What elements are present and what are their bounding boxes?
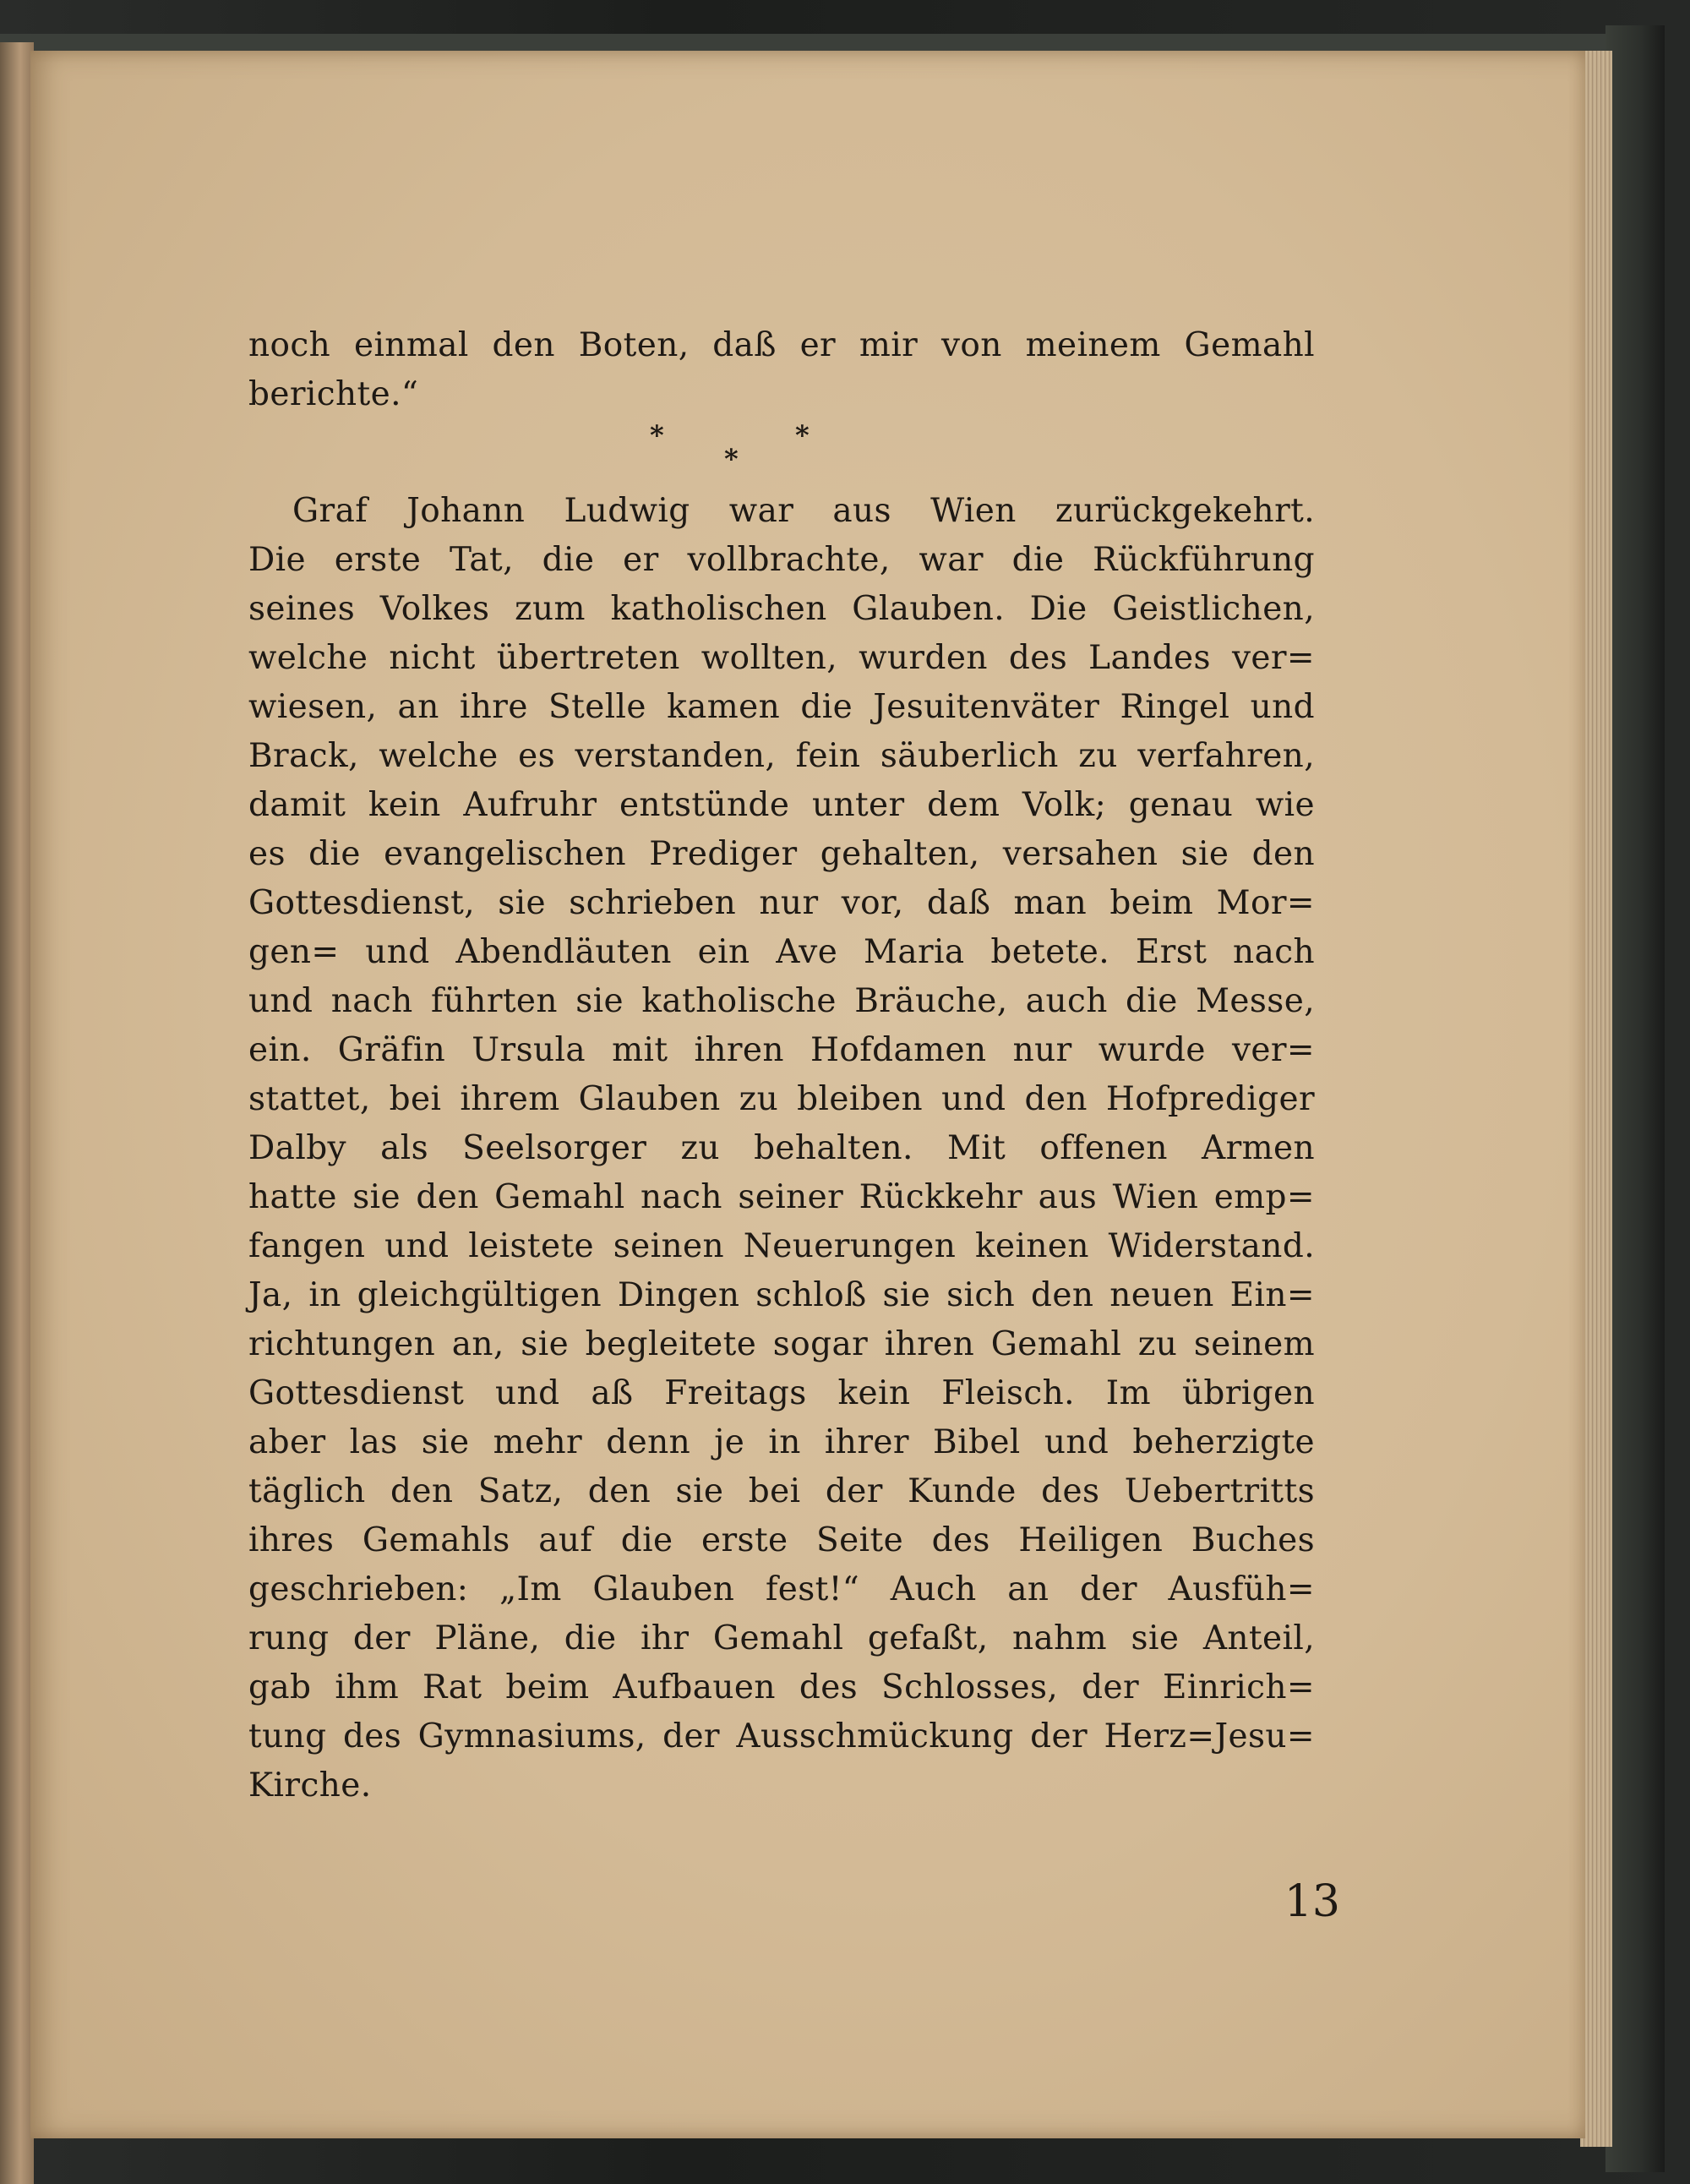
separator-star: * — [650, 419, 665, 451]
page-number: 13 — [1284, 1876, 1340, 1927]
text-line: Gottesdienst und aß Freitags kein Fleisch. Im übrigen — [248, 1374, 1315, 1412]
text-line: richtungen an, sie begleitete sogar ihren Gemahl zu seinem — [248, 1325, 1315, 1363]
book-spine-gutter — [0, 42, 34, 2184]
text-line: seines Volkes zum katholischen Glauben. Die Geistlichen, — [248, 590, 1315, 628]
text-line: stattet, bei ihrem Glauben zu bleiben und den Hofprediger — [248, 1080, 1315, 1118]
text-line: tung des Gymnasiums, der Ausschmückung der Herz=Jesu= — [248, 1717, 1315, 1755]
text-line: Die erste Tat, die er vollbrachte, war die Rückführung — [248, 541, 1315, 579]
book-cover-right-edge — [1606, 25, 1665, 2172]
text-line: täglich den Satz, den sie bei der Kunde des Uebertritts — [248, 1472, 1315, 1510]
text-line: und nach führten sie katholische Bräuche, auch die Messe, — [248, 982, 1315, 1020]
text-line: hatte sie den Gemahl nach seiner Rückkehr aus Wien emp= — [248, 1178, 1315, 1216]
text-line: aber las sie mehr denn je in ihrer Bibel und beherzigte — [248, 1423, 1315, 1461]
text-line: Brack, welche es verstanden, fein säuberlich zu verfahren, — [248, 737, 1315, 775]
text-line: gen= und Abendläuten ein Ave Maria betete. Erst nach — [248, 933, 1315, 971]
text-line: Graf Johann Ludwig war aus Wien zurückgekehrt. — [292, 492, 1315, 530]
text-line: berichte.“ — [248, 375, 419, 413]
text-line: welche nicht übertreten wollten, wurden des Landes ver= — [248, 639, 1315, 677]
separator-star: * — [724, 443, 739, 475]
section-separator — [248, 419, 1315, 487]
separator-star: * — [795, 419, 810, 451]
text-line: damit kein Aufruhr entstünde unter dem Volk; genau wie — [248, 786, 1315, 824]
text-line: Ja, in gleichgültigen Dingen schloß sie sich den neuen Ein= — [248, 1276, 1315, 1314]
text-line: Gottesdienst, sie schrieben nur vor, daß man beim Mor= — [248, 884, 1315, 922]
text-line: rung der Pläne, die ihr Gemahl gefaßt, nahm sie Anteil, — [248, 1619, 1315, 1657]
text-line: noch einmal den Boten, daß er mir von meinem Gemahl — [248, 326, 1315, 364]
text-line: wiesen, an ihre Stelle kamen die Jesuitenväter Ringel und — [248, 688, 1315, 726]
text-line: fangen und leistete seinen Neuerungen keinen Widerstand. — [248, 1227, 1315, 1265]
text-line: gab ihm Rat beim Aufbauen des Schlosses, der Einrich= — [248, 1668, 1315, 1706]
text-line: ihres Gemahls auf die erste Seite des Heiligen Buches — [248, 1521, 1315, 1559]
text-line: Dalby als Seelsorger zu behalten. Mit offenen Armen — [248, 1129, 1315, 1167]
text-line: ein. Gräfin Ursula mit ihren Hofdamen nur wurde ver= — [248, 1031, 1315, 1069]
text-line: es die evangelischen Prediger gehalten, versahen sie den — [248, 835, 1315, 873]
text-line: geschrieben: „Im Glauben fest!“ Auch an der Ausfüh= — [248, 1570, 1315, 1608]
book-page — [30, 51, 1585, 2138]
text-block — [248, 321, 1315, 1810]
text-line: Kirche. — [248, 1766, 372, 1805]
paragraph-main — [248, 487, 1315, 1810]
paragraph-top — [248, 321, 1315, 419]
